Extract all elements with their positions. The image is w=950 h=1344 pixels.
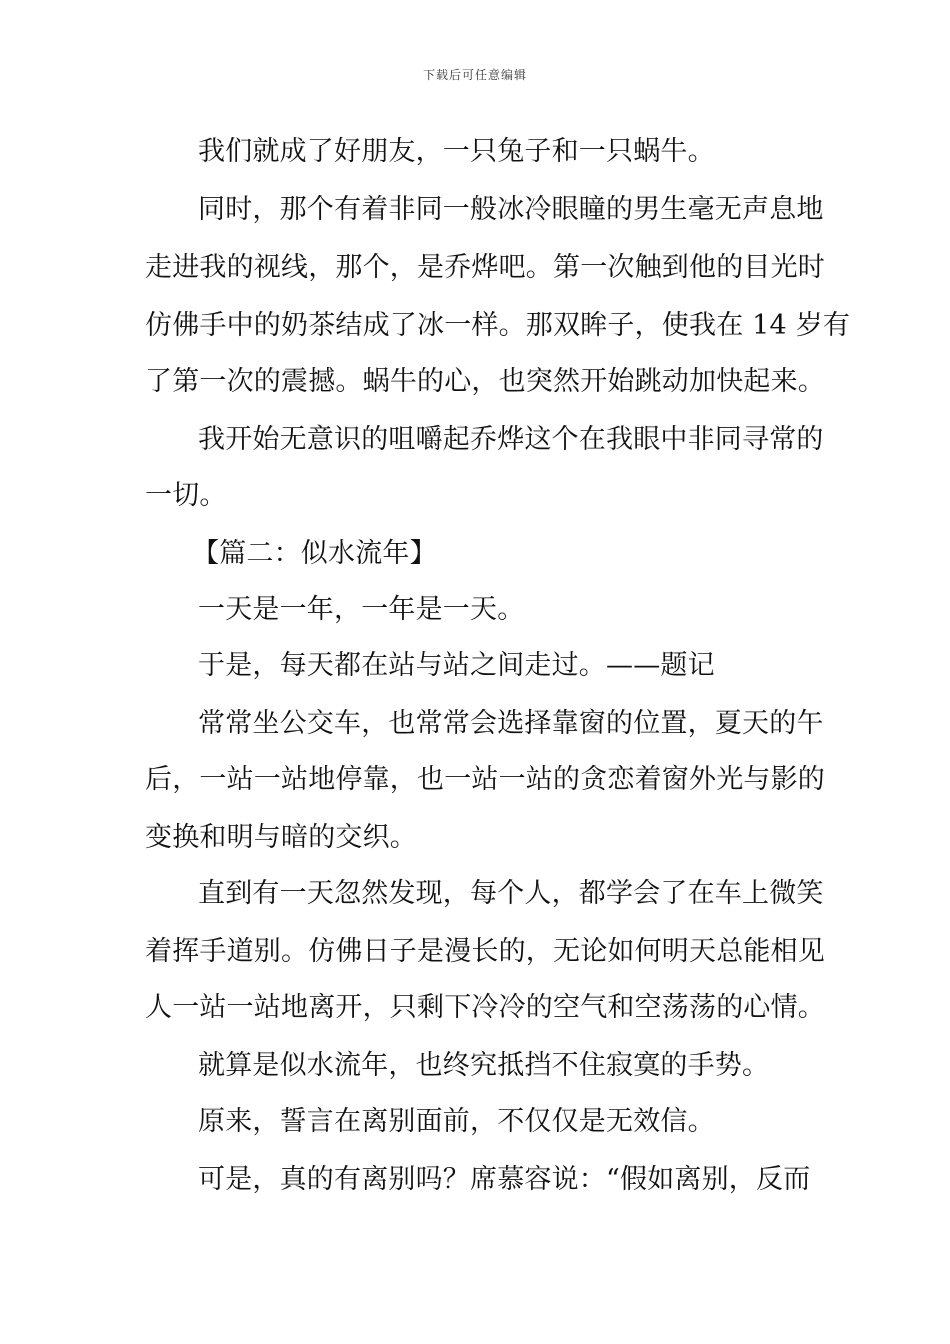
paragraph-line: 同时，那个有着非同一般冰冷眼瞳的男生毫无声息地 <box>198 194 824 225</box>
paragraph-line: 走进我的视线，那个，是乔烨吧。第一次触到他的目光时 <box>145 252 825 283</box>
paragraph-line: 我开始无意识的咀嚼起乔烨这个在我眼中非同寻常的 <box>198 424 824 455</box>
page-header: 下载后可任意编辑 <box>422 68 527 82</box>
paragraph-line: 人一站一站地离开，只剩下冷冷的空气和空荡荡的心情。 <box>145 992 825 1023</box>
paragraph-line: 一切。 <box>145 480 227 511</box>
paragraph-line: 于是，每天都在站与站之间走过。——题记 <box>198 650 715 681</box>
paragraph-line: 变换和明与暗的交织。 <box>145 822 417 853</box>
paragraph-line: 着挥手道别。仿佛日子是漫长的，无论如何明天总能相见 <box>145 936 825 967</box>
paragraph-line: 可是，真的有离别吗？席慕容说：“假如离别，反而 <box>198 1164 811 1195</box>
paragraph-line: 我们就成了好朋友，一只兔子和一只蜗牛。 <box>198 136 715 167</box>
paragraph-line: 仿佛手中的奶茶结成了冰一样。那双眸子，使我在 14 岁有 <box>145 310 851 341</box>
paragraph-line: 后，一站一站地停靠，也一站一站的贪恋着窗外光与影的 <box>145 764 825 795</box>
paragraph-line: 一天是一年，一年是一天。 <box>198 594 525 625</box>
paragraph-line: 常常坐公交车，也常常会选择靠窗的位置，夏天的午 <box>198 708 824 739</box>
section-title: 【篇二：似水流年】 <box>192 538 437 569</box>
paragraph-line: 直到有一天忽然发现，每个人，都学会了在车上微笑 <box>198 878 824 909</box>
paragraph-line: 了第一次的震撼。蜗牛的心，也突然开始跳动加快起来。 <box>145 366 825 397</box>
paragraph-line: 就算是似水流年，也终究抵挡不住寂寞的手势。 <box>198 1050 770 1081</box>
paragraph-line: 原来，誓言在离别面前，不仅仅是无效信。 <box>198 1106 715 1137</box>
